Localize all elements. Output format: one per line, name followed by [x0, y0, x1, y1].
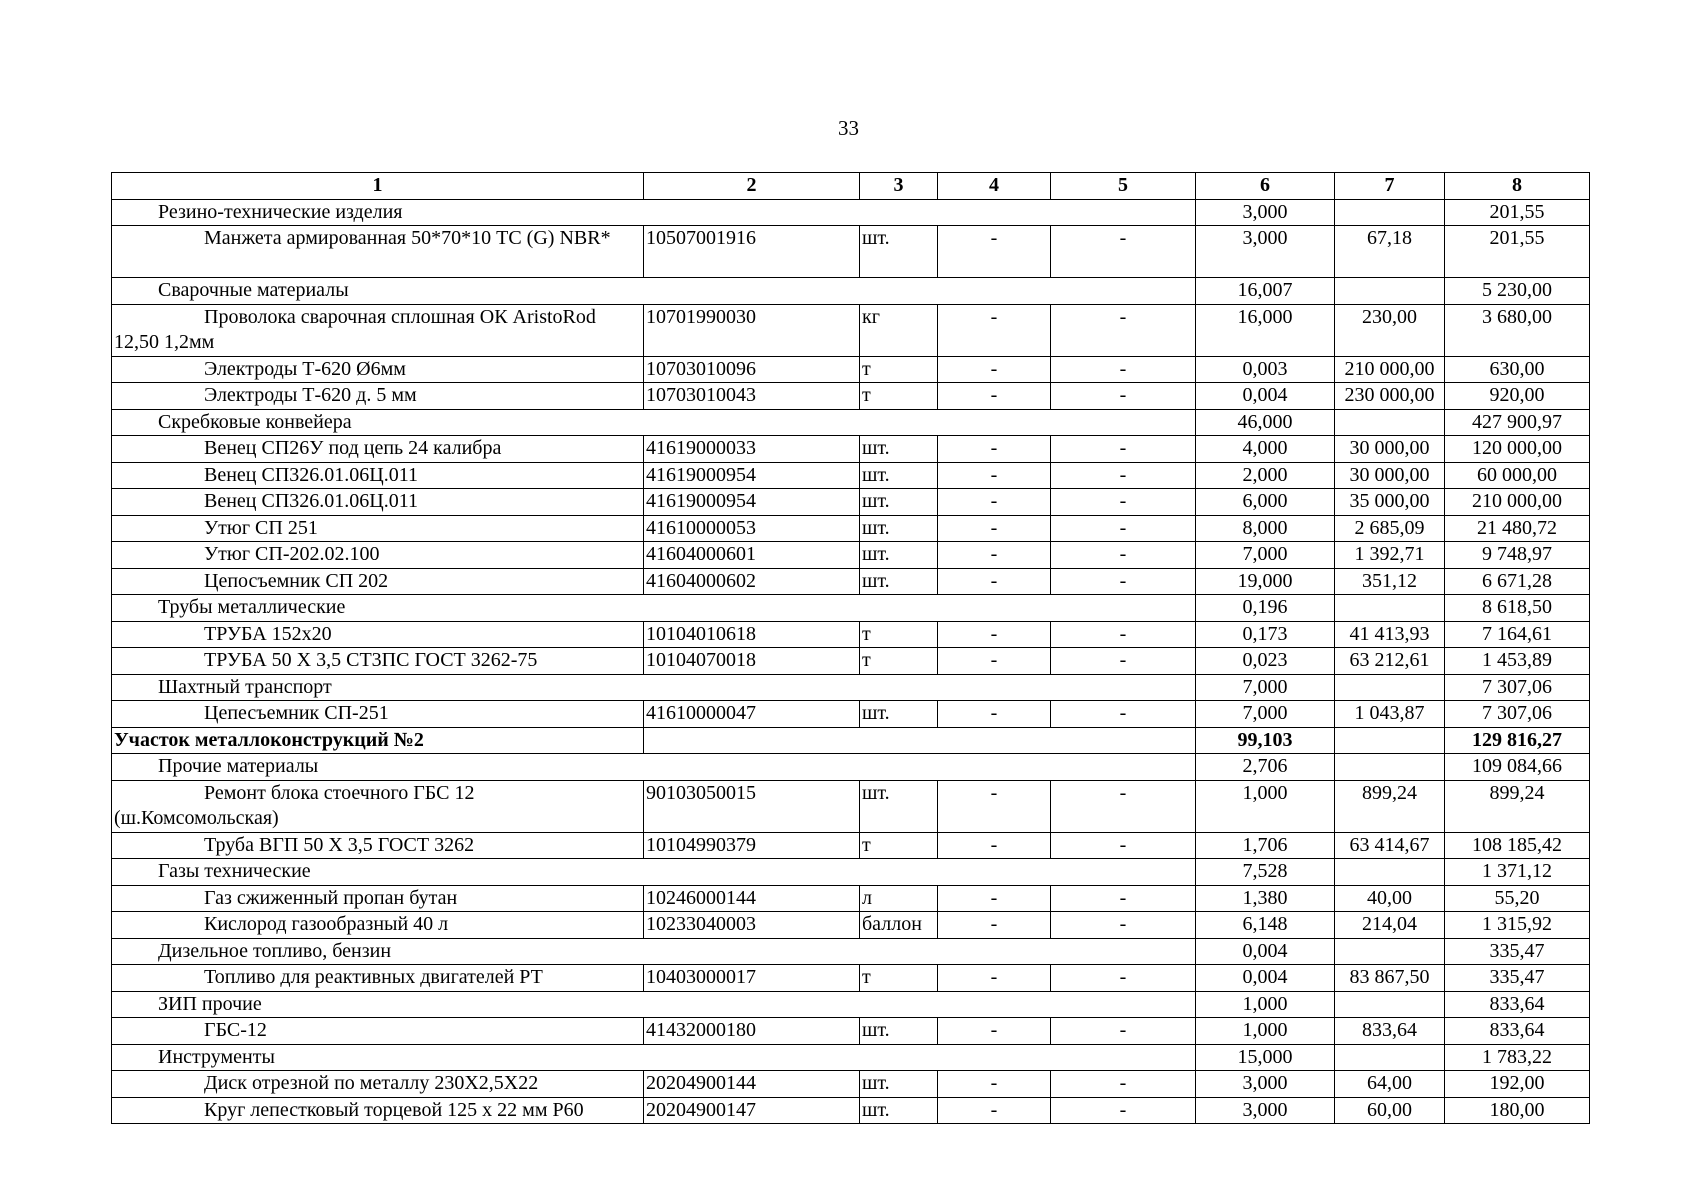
item-name: ТРУБА 152х20	[112, 621, 644, 648]
item-col4: -	[938, 701, 1051, 728]
group-row	[112, 674, 1590, 701]
item-sum: 108 185,42	[1445, 832, 1590, 859]
item-quantity: 3,000	[1196, 1097, 1335, 1124]
item-sum: 55,20	[1445, 885, 1590, 912]
item-price: 63 212,61	[1335, 648, 1445, 675]
item-price: 40,00	[1335, 885, 1445, 912]
item-price: 833,64	[1335, 1018, 1445, 1045]
group-price	[1335, 938, 1445, 965]
item-sum: 192,00	[1445, 1071, 1590, 1098]
item-name: Труба ВГП 50 Х 3,5 ГОСТ 3262	[112, 832, 644, 859]
item-quantity: 1,000	[1196, 780, 1335, 832]
item-price: 214,04	[1335, 912, 1445, 939]
item-unit: кг	[860, 304, 938, 356]
item-unit: шт.	[860, 1097, 938, 1124]
item-code: 20204900147	[644, 1097, 860, 1124]
item-price: 41 413,93	[1335, 621, 1445, 648]
materials-table	[111, 172, 1590, 1124]
item-col5: -	[1051, 462, 1196, 489]
group-sum: 335,47	[1445, 938, 1590, 965]
group-sum: 1 371,12	[1445, 859, 1590, 886]
item-row	[112, 489, 1590, 516]
item-col4: -	[938, 912, 1051, 939]
column-header: 1	[112, 173, 644, 200]
item-col5: -	[1051, 885, 1196, 912]
group-sum: 1 783,22	[1445, 1044, 1590, 1071]
item-price: 230 000,00	[1335, 383, 1445, 410]
item-col4: -	[938, 489, 1051, 516]
group-sum: 427 900,97	[1445, 409, 1590, 436]
group-quantity: 0,196	[1196, 595, 1335, 622]
column-header: 8	[1445, 173, 1590, 200]
item-code: 90103050015	[644, 780, 860, 832]
item-col5: -	[1051, 489, 1196, 516]
item-sum: 60 000,00	[1445, 462, 1590, 489]
item-quantity: 6,000	[1196, 489, 1335, 516]
item-name: Газ сжиженный пропан бутан	[112, 885, 644, 912]
group-row	[112, 754, 1590, 781]
group-name: Прочие материалы	[112, 754, 1196, 781]
group-sum: 201,55	[1445, 199, 1590, 226]
item-col5: -	[1051, 701, 1196, 728]
group-price	[1335, 754, 1445, 781]
item-col4: -	[938, 885, 1051, 912]
item-name: ГБС-12	[112, 1018, 644, 1045]
section-price	[1335, 727, 1445, 754]
item-name: Утюг СП 251	[112, 515, 644, 542]
item-row	[112, 780, 1590, 832]
item-col4: -	[938, 1071, 1051, 1098]
item-unit: шт.	[860, 542, 938, 569]
item-sum: 899,24	[1445, 780, 1590, 832]
item-name: Венец СП26У под цепь 24 калибра	[112, 436, 644, 463]
group-price	[1335, 859, 1445, 886]
group-row	[112, 199, 1590, 226]
item-sum: 920,00	[1445, 383, 1590, 410]
item-price: 67,18	[1335, 226, 1445, 278]
item-name: Электроды Т-620 Ø6мм	[112, 356, 644, 383]
item-quantity: 7,000	[1196, 701, 1335, 728]
item-price: 2 685,09	[1335, 515, 1445, 542]
item-col4: -	[938, 383, 1051, 410]
group-quantity: 7,528	[1196, 859, 1335, 886]
group-price	[1335, 674, 1445, 701]
group-price	[1335, 199, 1445, 226]
item-row	[112, 542, 1590, 569]
item-unit: т	[860, 965, 938, 992]
group-name: Инструменты	[112, 1044, 1196, 1071]
item-col5: -	[1051, 226, 1196, 278]
item-code: 41619000954	[644, 462, 860, 489]
item-col5: -	[1051, 356, 1196, 383]
item-code: 41619000033	[644, 436, 860, 463]
group-price	[1335, 991, 1445, 1018]
item-sum: 630,00	[1445, 356, 1590, 383]
item-code: 20204900144	[644, 1071, 860, 1098]
item-quantity: 8,000	[1196, 515, 1335, 542]
item-sum: 210 000,00	[1445, 489, 1590, 516]
item-name: Утюг СП-202.02.100	[112, 542, 644, 569]
item-price: 1 043,87	[1335, 701, 1445, 728]
item-unit: шт.	[860, 436, 938, 463]
item-col4: -	[938, 832, 1051, 859]
group-quantity: 1,000	[1196, 991, 1335, 1018]
item-col5: -	[1051, 648, 1196, 675]
item-name: Венец СП326.01.06Ц.011	[112, 462, 644, 489]
item-quantity: 2,000	[1196, 462, 1335, 489]
item-quantity: 1,000	[1196, 1018, 1335, 1045]
item-price: 83 867,50	[1335, 965, 1445, 992]
item-col4: -	[938, 356, 1051, 383]
item-code: 10246000144	[644, 885, 860, 912]
item-col5: -	[1051, 912, 1196, 939]
item-unit: т	[860, 832, 938, 859]
item-row	[112, 912, 1590, 939]
item-unit: шт.	[860, 1018, 938, 1045]
item-code: 41604000602	[644, 568, 860, 595]
group-name: Резино-технические изделия	[112, 199, 1196, 226]
group-sum: 5 230,00	[1445, 278, 1590, 305]
item-code: 10104010618	[644, 621, 860, 648]
item-quantity: 0,004	[1196, 965, 1335, 992]
item-unit: шт.	[860, 462, 938, 489]
item-col5: -	[1051, 304, 1196, 356]
group-name: ЗИП прочие	[112, 991, 1196, 1018]
item-name: Круг лепестковый торцевой 125 х 22 мм Р60	[112, 1097, 644, 1124]
item-sum: 833,64	[1445, 1018, 1590, 1045]
item-row	[112, 356, 1590, 383]
item-quantity: 4,000	[1196, 436, 1335, 463]
item-code: 10104990379	[644, 832, 860, 859]
group-row	[112, 991, 1590, 1018]
item-code: 41610000047	[644, 701, 860, 728]
group-row	[112, 1044, 1590, 1071]
item-code: 10403000017	[644, 965, 860, 992]
item-quantity: 1,380	[1196, 885, 1335, 912]
item-code: 41432000180	[644, 1018, 860, 1045]
item-col4: -	[938, 436, 1051, 463]
item-price: 899,24	[1335, 780, 1445, 832]
item-row	[112, 436, 1590, 463]
item-code: 10701990030	[644, 304, 860, 356]
item-sum: 1 453,89	[1445, 648, 1590, 675]
item-quantity: 7,000	[1196, 542, 1335, 569]
column-number-header-row	[112, 173, 1590, 200]
item-col4: -	[938, 965, 1051, 992]
section-quantity: 99,103	[1196, 727, 1335, 754]
item-price: 30 000,00	[1335, 462, 1445, 489]
item-col4: -	[938, 542, 1051, 569]
item-code: 41610000053	[644, 515, 860, 542]
item-col4: -	[938, 515, 1051, 542]
item-col5: -	[1051, 1018, 1196, 1045]
item-unit: шт.	[860, 568, 938, 595]
column-header: 5	[1051, 173, 1196, 200]
group-row	[112, 409, 1590, 436]
item-row	[112, 965, 1590, 992]
item-row	[112, 568, 1590, 595]
item-col4: -	[938, 648, 1051, 675]
item-sum: 120 000,00	[1445, 436, 1590, 463]
group-sum: 109 084,66	[1445, 754, 1590, 781]
item-row	[112, 648, 1590, 675]
group-name: Дизельное топливо, бензин	[112, 938, 1196, 965]
item-unit: баллон	[860, 912, 938, 939]
item-name: Цепосъемник СП 202	[112, 568, 644, 595]
item-quantity: 0,173	[1196, 621, 1335, 648]
item-unit: т	[860, 356, 938, 383]
item-unit: шт.	[860, 489, 938, 516]
item-quantity: 3,000	[1196, 1071, 1335, 1098]
group-price	[1335, 409, 1445, 436]
item-price: 210 000,00	[1335, 356, 1445, 383]
group-quantity: 3,000	[1196, 199, 1335, 226]
item-price: 60,00	[1335, 1097, 1445, 1124]
group-quantity: 16,007	[1196, 278, 1335, 305]
item-col5: -	[1051, 436, 1196, 463]
item-code: 10104070018	[644, 648, 860, 675]
item-col5: -	[1051, 621, 1196, 648]
item-col4: -	[938, 780, 1051, 832]
item-unit: шт.	[860, 701, 938, 728]
item-price: 351,12	[1335, 568, 1445, 595]
group-name: Скребковые конвейера	[112, 409, 1196, 436]
table-body	[112, 173, 1590, 1124]
item-name: Кислород газообразный 40 л	[112, 912, 644, 939]
item-col4: -	[938, 462, 1051, 489]
item-col4: -	[938, 621, 1051, 648]
column-header: 4	[938, 173, 1051, 200]
group-name: Шахтный транспорт	[112, 674, 1196, 701]
item-quantity: 0,023	[1196, 648, 1335, 675]
column-header: 3	[860, 173, 938, 200]
item-row	[112, 701, 1590, 728]
item-row	[112, 1018, 1590, 1045]
item-row	[112, 304, 1590, 356]
group-price	[1335, 1044, 1445, 1071]
group-quantity: 46,000	[1196, 409, 1335, 436]
item-sum: 7 307,06	[1445, 701, 1590, 728]
group-quantity: 15,000	[1196, 1044, 1335, 1071]
item-name: ТРУБА 50 Х 3,5 СТ3ПС ГОСТ 3262-75	[112, 648, 644, 675]
item-sum: 7 164,61	[1445, 621, 1590, 648]
item-row	[112, 383, 1590, 410]
item-row	[112, 1097, 1590, 1124]
column-header: 6	[1196, 173, 1335, 200]
group-name: Газы технические	[112, 859, 1196, 886]
item-row	[112, 515, 1590, 542]
group-row	[112, 859, 1590, 886]
group-quantity: 2,706	[1196, 754, 1335, 781]
group-quantity: 0,004	[1196, 938, 1335, 965]
item-code: 10507001916	[644, 226, 860, 278]
item-row	[112, 1071, 1590, 1098]
section-blank	[644, 727, 1196, 754]
item-unit: шт.	[860, 780, 938, 832]
item-quantity: 3,000	[1196, 226, 1335, 278]
item-name: Венец СП326.01.06Ц.011	[112, 489, 644, 516]
item-name: Манжета армированная 50*70*10 ТС (G) NBR*	[112, 226, 644, 278]
item-code: 10233040003	[644, 912, 860, 939]
item-col5: -	[1051, 965, 1196, 992]
item-price: 35 000,00	[1335, 489, 1445, 516]
item-quantity: 16,000	[1196, 304, 1335, 356]
item-col5: -	[1051, 568, 1196, 595]
item-name: Проволока сварочная сплошная ОК AristoRod 12,50 1,2мм	[112, 304, 644, 356]
page-number: 33	[838, 116, 859, 140]
group-sum: 8 618,50	[1445, 595, 1590, 622]
group-name: Трубы металлические	[112, 595, 1196, 622]
item-unit: л	[860, 885, 938, 912]
group-sum: 7 307,06	[1445, 674, 1590, 701]
item-unit: шт.	[860, 1071, 938, 1098]
item-name: Электроды Т-620 д. 5 мм	[112, 383, 644, 410]
item-code: 41619000954	[644, 489, 860, 516]
item-sum: 180,00	[1445, 1097, 1590, 1124]
item-unit: шт.	[860, 515, 938, 542]
item-quantity: 6,148	[1196, 912, 1335, 939]
item-col4: -	[938, 1097, 1051, 1124]
item-name: Топливо для реактивных двигателей РТ	[112, 965, 644, 992]
section-name: Участок металлоконструкций №2	[112, 727, 644, 754]
item-quantity: 0,003	[1196, 356, 1335, 383]
item-col5: -	[1051, 383, 1196, 410]
item-col4: -	[938, 1018, 1051, 1045]
item-row	[112, 885, 1590, 912]
group-row	[112, 278, 1590, 305]
item-code: 10703010043	[644, 383, 860, 410]
item-sum: 335,47	[1445, 965, 1590, 992]
item-price: 63 414,67	[1335, 832, 1445, 859]
item-row	[112, 621, 1590, 648]
column-header: 7	[1335, 173, 1445, 200]
group-row	[112, 938, 1590, 965]
item-unit: шт.	[860, 226, 938, 278]
item-col4: -	[938, 304, 1051, 356]
item-quantity: 0,004	[1196, 383, 1335, 410]
item-sum: 3 680,00	[1445, 304, 1590, 356]
item-col5: -	[1051, 542, 1196, 569]
item-unit: т	[860, 621, 938, 648]
item-name: Ремонт блока стоечного ГБС 12 (ш.Комсомольская)	[112, 780, 644, 832]
item-name: Цепесъемник СП-251	[112, 701, 644, 728]
item-col5: -	[1051, 515, 1196, 542]
column-header: 2	[644, 173, 860, 200]
item-sum: 201,55	[1445, 226, 1590, 278]
item-col5: -	[1051, 832, 1196, 859]
item-sum: 6 671,28	[1445, 568, 1590, 595]
section-row	[112, 727, 1590, 754]
item-sum: 1 315,92	[1445, 912, 1590, 939]
section-sum: 129 816,27	[1445, 727, 1590, 754]
group-price	[1335, 595, 1445, 622]
item-sum: 9 748,97	[1445, 542, 1590, 569]
item-col4: -	[938, 568, 1051, 595]
item-code: 10703010096	[644, 356, 860, 383]
group-row	[112, 595, 1590, 622]
item-row	[112, 462, 1590, 489]
item-sum: 21 480,72	[1445, 515, 1590, 542]
item-price: 230,00	[1335, 304, 1445, 356]
item-col5: -	[1051, 780, 1196, 832]
group-quantity: 7,000	[1196, 674, 1335, 701]
group-name: Сварочные материалы	[112, 278, 1196, 305]
item-row	[112, 226, 1590, 278]
item-col5: -	[1051, 1097, 1196, 1124]
group-sum: 833,64	[1445, 991, 1590, 1018]
item-price: 30 000,00	[1335, 436, 1445, 463]
item-price: 64,00	[1335, 1071, 1445, 1098]
item-price: 1 392,71	[1335, 542, 1445, 569]
item-code: 41604000601	[644, 542, 860, 569]
item-col5: -	[1051, 1071, 1196, 1098]
item-quantity: 1,706	[1196, 832, 1335, 859]
item-name: Диск отрезной по металлу 230Х2,5Х22	[112, 1071, 644, 1098]
group-price	[1335, 278, 1445, 305]
item-col4: -	[938, 226, 1051, 278]
item-unit: т	[860, 648, 938, 675]
item-quantity: 19,000	[1196, 568, 1335, 595]
item-row	[112, 832, 1590, 859]
item-unit: т	[860, 383, 938, 410]
